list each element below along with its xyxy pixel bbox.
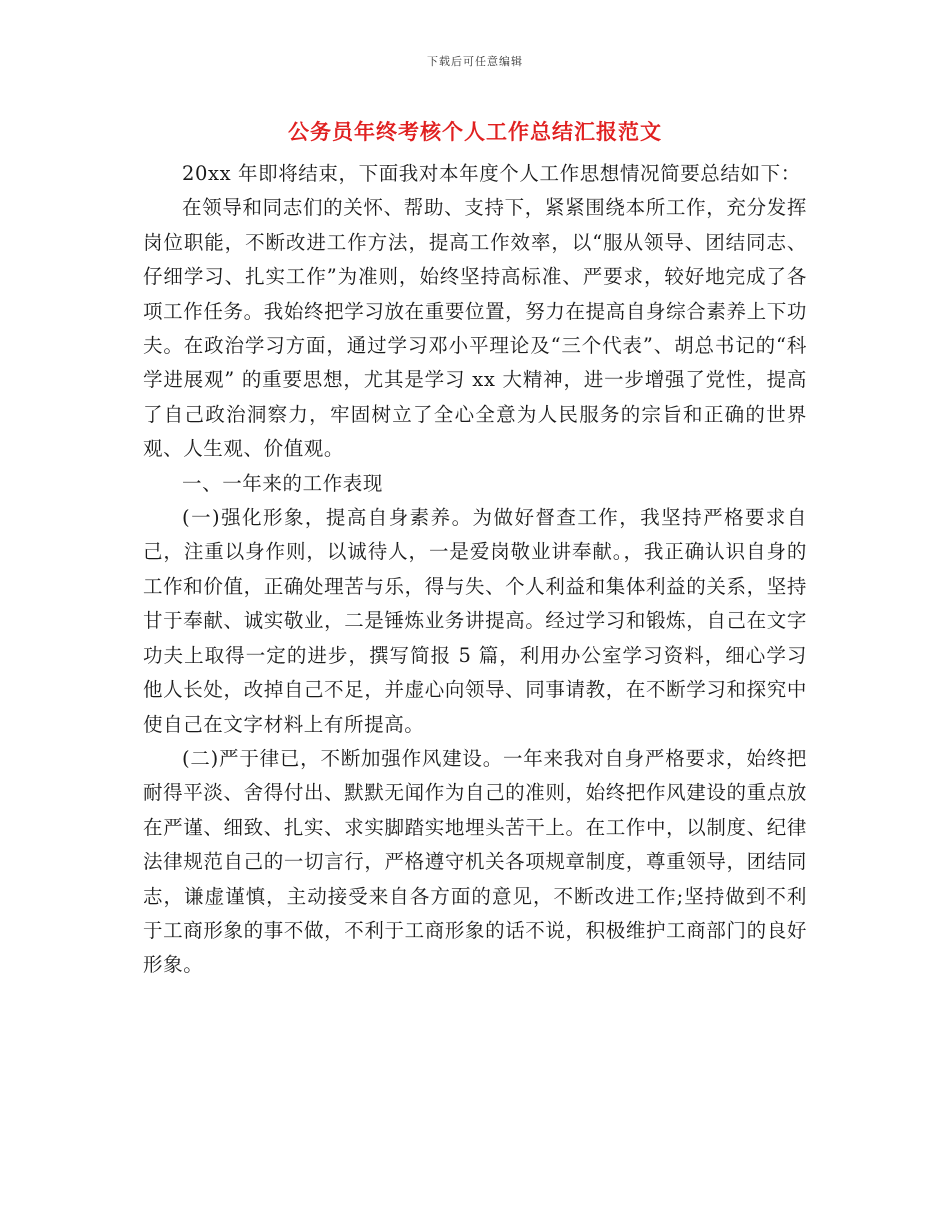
paragraph-section-2: (二)严于律已，不断加强作风建设。一年来我对自身严格要求，始终把耐得平淡、舍得付出、默默无闻作为自己的准则，始终把作风建设的重点放在严谨、细致、扎实、求实脚踏实地埋头苦干上。在工作中，以制度、纪律法律规范自己的一切言行，严格遵守机关各项规章制度，尊重领导，团结同志，谦虚谨慎，主动接受来自各方面的意见，不断改进工作;坚持做到不利于工商形象的事不做，不利于工商形象的话不说，积极维护工商部门的良好形象。 <box>143 746 807 977</box>
section-heading: 一、一年来的工作表现 <box>182 471 384 495</box>
paragraph-intro: 20xx 年即将结束，下面我对本年度个人工作思想情况简要总结如下： <box>182 162 801 185</box>
paragraph-summary: 在领导和同志们的关怀、帮助、支持下，紧紧围绕本所工作，充分发挥岗位职能，不断改进工作方法，提高工作效率，以“服从领导、团结同志、仔细学习、扎实工作”为准则，始终坚持高标准、严要求，较好地完成了各项工作任务。我始终把学习放在重要位置，努力在提高自身综合素养上下功夫。在政治学习方面，通过学习邓小平理论及“三个代表”、胡总书记的“科学进展观” 的重要思想，尤其是学习 xx 大精神，进一步增强了党性，提高了自己政治洞察力，牢固树立了全心全意为人民服务的宗旨和正确的世界观、人生观、价值观。 <box>143 196 807 461</box>
paragraph-section-1: (一)强化形象，提高自身素养。为做好督查工作，我坚持严格要求自己，注重以身作则，以诚待人，一是爱岗敬业讲奉献。，我正确认识自身的工作和价值，正确处理苦与乐，得与失、个人利益和集体利益的关系，坚持甘于奉献、诚实敬业，二是锤炼业务讲提高。经过学习和锻炼，自己在文字功夫上取得一定的进步，撰写简报 5 篇，利用办公室学习资料，细心学习他人长处，改掉自己不足，并虚心向领导、同事请教，在不断学习和探究中使自己在文字材料上有所提高。 <box>143 506 807 736</box>
document-body <box>143 157 807 983</box>
header-note: 下载后可任意编辑 <box>427 55 523 68</box>
document-title: 公务员年终考核个人工作总结汇报范文 <box>288 119 662 144</box>
